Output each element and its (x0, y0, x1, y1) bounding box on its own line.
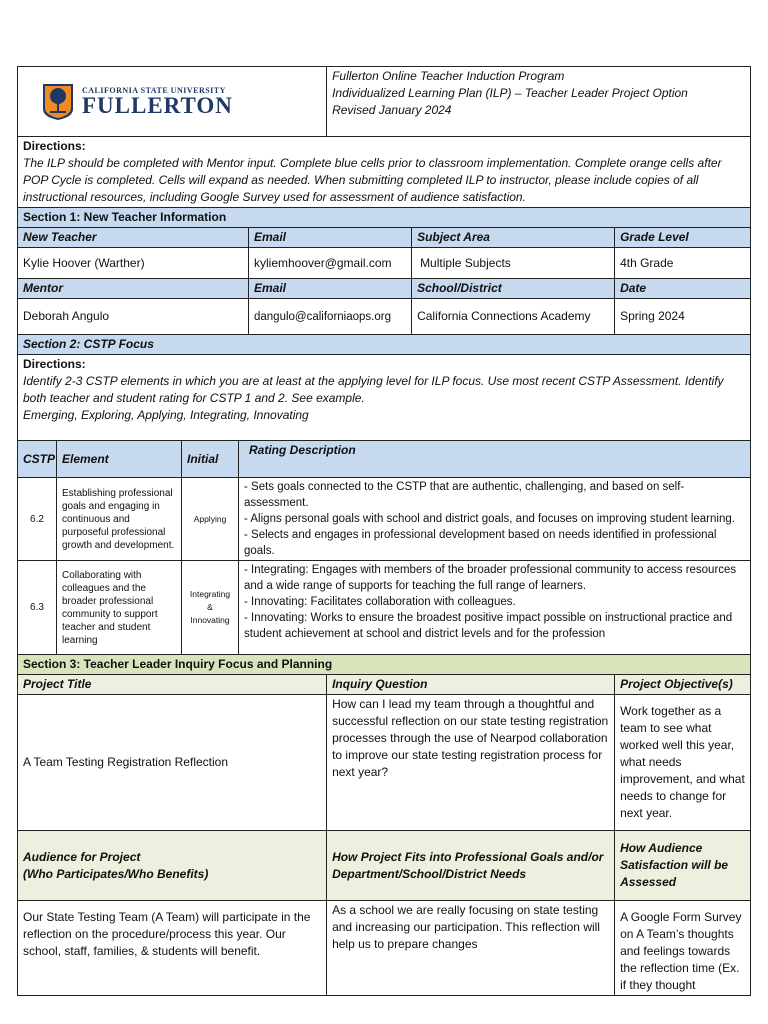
project-fit-value: As a school we are really focusing on state testing and increasing our participation. This reflection will help us to prepare changes (327, 901, 615, 996)
cstp-row (18, 478, 751, 561)
inquiry-question-value: How can I lead my team through a thoughtful and successful reflection on our state testing registration processes through the use of Nearpod collaboration to improve our state testing registration process for next year? (327, 695, 615, 831)
cstp-number: 6.3 (18, 561, 57, 655)
directions-cell (18, 137, 751, 208)
section2-directions-label: Directions: (23, 357, 86, 371)
description-line: - Integrating: Engages with members of the broader professional community to access resources and a wide range of supports for teaching the full range of learners. (244, 564, 737, 592)
cstp-initial: Applying (182, 478, 239, 561)
mentor-email-value: dangulo@californiaops.org (249, 299, 412, 335)
audience-header-line2: (Who Participates/Who Benefits) (23, 866, 209, 881)
cstp-initial: Integrating & Innovating (182, 561, 239, 655)
new-teacher-value: Kylie Hoover (Warther) (18, 248, 249, 279)
section1-title: Section 1: New Teacher Information (18, 208, 751, 228)
inquiry-question-header: Inquiry Question (327, 675, 615, 695)
project-objectives-value: Work together as a team to see what worked well this year, what needs improvement, and what needs to change for next year. (615, 695, 751, 831)
audience-value: Our State Testing Team (A Team) will participate in the reflection on the procedure/process this year. Our school, staff, families, & students will benefit. (18, 901, 327, 996)
project-fit-header: How Project Fits into Professional Goals and/or Department/School/District Needs (327, 831, 615, 901)
audience-header-line1: Audience for Project (23, 849, 141, 864)
section2-title: Section 2: CSTP Focus (18, 335, 751, 355)
date-header: Date (615, 279, 751, 299)
section2-directions-text: Identify 2-3 CSTP elements in which you are at least at the applying level for ILP focus. Use most recent CSTP Assessment. Identify both teacher and student rating for CSTP 1 and 2. See example. (23, 374, 724, 405)
mentor-value: Deborah Angulo (18, 299, 249, 335)
subject-area-value: Multiple Subjects (412, 248, 615, 279)
initial-header: Initial (182, 441, 239, 478)
audience-header (18, 831, 327, 901)
description-line: - Sets goals connected to the CSTP that are authentic, challenging, and based on self- assessment. (244, 481, 685, 509)
program-title: Fullerton Online Teacher Induction Program (332, 69, 565, 83)
description-line: - Selects and engages in professional development based on needs identified in professional goals. (244, 529, 717, 557)
cstp-description (239, 561, 751, 655)
cstp-header: CSTP (18, 441, 57, 478)
csuf-logo (42, 83, 321, 121)
project-title-value: A Team Testing Registration Reflection (18, 695, 327, 831)
section2-directions (18, 355, 751, 441)
new-teacher-header: New Teacher (18, 228, 249, 248)
section3-title: Section 3: Teacher Leader Inquiry Focus and Planning (18, 655, 751, 675)
rating-description-header: Rating Description (239, 441, 751, 478)
mentor-email-header: Email (249, 279, 412, 299)
grade-level-value: 4th Grade (615, 248, 751, 279)
grade-level-header: Grade Level (615, 228, 751, 248)
email-header: Email (249, 228, 412, 248)
tree-seal-icon (42, 83, 74, 121)
description-line: - Innovating: Works to ensure the broadest positive impact possible on instructional practice and student achievement at school and district levels and for the profession (244, 612, 733, 640)
directions-label: Directions: (23, 139, 86, 153)
description-line: - Aligns personal goals with school and district goals, and focuses on improving student learning. (244, 513, 735, 525)
rating-levels: Emerging, Exploring, Applying, Integrating, Innovating (23, 408, 309, 422)
cstp-number: 6.2 (18, 478, 57, 561)
ilp-form (17, 66, 750, 996)
subject-area-header: Subject Area (412, 228, 615, 248)
revision-date: Revised January 2024 (332, 103, 452, 117)
cstp-description (239, 478, 751, 561)
ilp-table (17, 66, 751, 996)
logo-cell (18, 67, 327, 137)
logo-university-line: CALIFORNIA STATE UNIVERSITY (82, 86, 226, 95)
satisfaction-value: A Google Form Survey on A Team’s thoughts and feelings towards the reflection time (Ex. if they thought (615, 901, 751, 996)
element-header: Element (57, 441, 182, 478)
cstp-element: Establishing professional goals and engaging in continuous and purposeful professional growth and development. (57, 478, 182, 561)
school-district-header: School/District (412, 279, 615, 299)
description-line: - Innovating: Facilitates collaboration with colleagues. (244, 596, 516, 608)
project-title-header: Project Title (18, 675, 327, 695)
school-district-value: California Connections Academy (412, 299, 615, 335)
program-header (327, 67, 751, 137)
cstp-row (18, 561, 751, 655)
teacher-email-value: kyliemhoover@gmail.com (249, 248, 412, 279)
logo-fullerton-line: FULLERTON (82, 93, 233, 118)
cstp-element: Collaborating with colleagues and the broader professional community to support teacher and student learning (57, 561, 182, 655)
directions-text: The ILP should be completed with Mentor input. Complete blue cells prior to classroom implementation. Complete orange cells after POP Cycle is completed. Cells will expand as needed. When submitting completed ILP to instructor, please include copies of all instructional resources, including Google Survey used for assessment of audience satisfaction. (23, 156, 722, 204)
project-objectives-header: Project Objective(s) (615, 675, 751, 695)
satisfaction-header: How Audience Satisfaction will be Assessed (615, 831, 751, 901)
program-subtitle: Individualized Learning Plan (ILP) – Teacher Leader Project Option (332, 86, 688, 100)
date-value: Spring 2024 (615, 299, 751, 335)
mentor-header: Mentor (18, 279, 249, 299)
